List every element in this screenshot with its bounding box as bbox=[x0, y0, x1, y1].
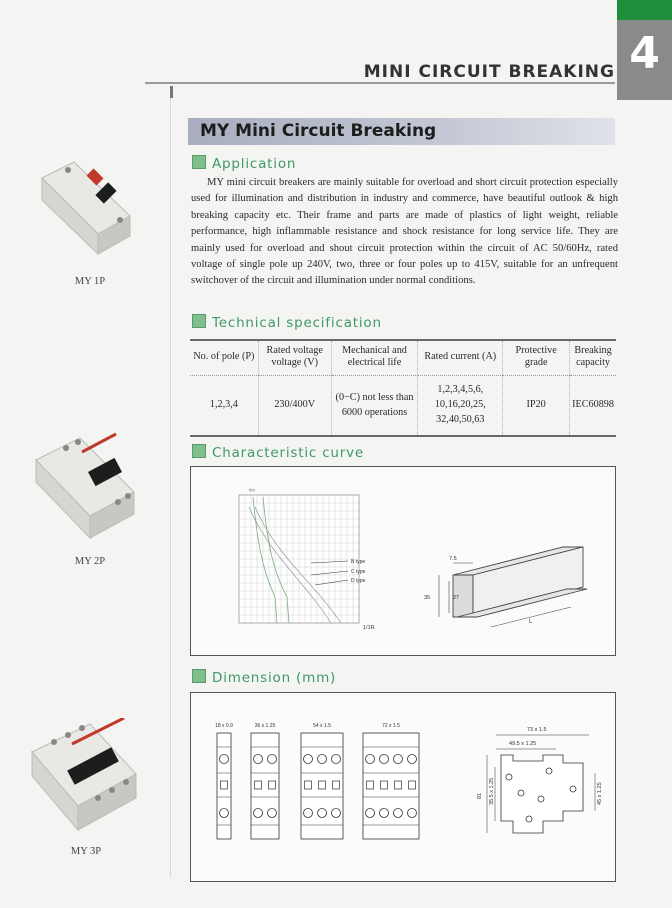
table-cell: IP20 bbox=[503, 376, 570, 437]
y-axis-label: t(s) bbox=[249, 487, 255, 492]
application-text: MY mini circuit breakers are mainly suitable for overload and short circuit protection especially used for illumination and distribution in industry and commerce, have beautiful outlook & high breaking capacity etc. Their frame and parts are made of plastics of light weight, reliable performance, high inflammable resistance and shock resistance for long service life. They are mainly used for overload and shout circuit protection within the circuit of AC 50/60Hz, rated voltage of single pole up 240V, two, three or four poles up to 415V, suitable for an unfrequent switchover of the circuit and illumination under normal conditions. bbox=[191, 177, 618, 287]
section-technical bbox=[192, 314, 382, 330]
rail-dim-inner: 27 bbox=[453, 595, 460, 601]
breaker-3p-illustration bbox=[28, 718, 140, 838]
curve-label-b: B type bbox=[351, 559, 366, 565]
header-rule bbox=[145, 82, 615, 84]
module-width-label: 36 x 1.25 bbox=[254, 723, 276, 729]
product-label-2p: MY 2P bbox=[74, 556, 106, 567]
table-cell: 1,2,3,4 bbox=[190, 376, 258, 437]
module-outline bbox=[363, 733, 419, 839]
table-row bbox=[190, 376, 616, 437]
table-header-cell: No. of pole (P) bbox=[190, 340, 258, 376]
spec-table bbox=[190, 339, 616, 437]
module-front-views bbox=[215, 723, 419, 839]
product-image-3p bbox=[28, 718, 140, 843]
margin-marker bbox=[170, 86, 173, 98]
characteristic-box bbox=[190, 466, 616, 656]
table-cell: (0−C) not less than 6000 operations bbox=[331, 376, 418, 437]
x-axis-label: 1/1R bbox=[363, 625, 375, 631]
table-header-cell: Rated voltage voltage (V) bbox=[258, 340, 331, 376]
column-rule bbox=[170, 98, 171, 878]
top-green-band-shape bbox=[0, 0, 672, 30]
chapter-number: 4 bbox=[629, 28, 660, 79]
side-dim-depth: 73 x 1.5 bbox=[527, 727, 547, 733]
module-outline bbox=[251, 733, 279, 839]
module-outline bbox=[217, 733, 231, 839]
module-width-label: 72 x 1.5 bbox=[382, 723, 400, 729]
module-width-label: 18 x 0.9 bbox=[215, 723, 233, 729]
curve-label-c: C type bbox=[351, 569, 366, 575]
section-dimension bbox=[192, 669, 336, 685]
module-width-label: 54 x 1.5 bbox=[313, 723, 331, 729]
bullet-square-icon bbox=[192, 314, 206, 328]
side-dim-height: 81 bbox=[477, 792, 483, 799]
table-header-cell: Mechanical and electrical life bbox=[331, 340, 418, 376]
curve-label-d: D type bbox=[351, 578, 366, 584]
bullet-square-icon bbox=[192, 444, 206, 458]
rail-dim-length: L bbox=[529, 619, 533, 625]
bullet-square-icon bbox=[192, 155, 206, 169]
main-heading-band bbox=[188, 118, 615, 145]
side-dim-body: 45 x 1.25 bbox=[597, 782, 603, 805]
section-characteristic bbox=[192, 444, 364, 460]
product-image-1p bbox=[34, 150, 134, 265]
breaker-1p-illustration bbox=[34, 150, 134, 260]
module-outline bbox=[301, 733, 343, 839]
din-rail-drawing bbox=[424, 547, 587, 627]
table-header-cell: Protective grade bbox=[503, 340, 570, 376]
table-header-cell: Breaking capacity bbox=[570, 340, 616, 376]
trip-curve-plot bbox=[239, 487, 375, 631]
side-view-drawing bbox=[477, 727, 603, 833]
page-header-title: MINI CIRCUIT BREAKING bbox=[363, 62, 615, 82]
rail-dim-top: 7.5 bbox=[449, 556, 457, 562]
side-dim-rail: 35.5 x 1.25 bbox=[489, 777, 495, 805]
table-header-row bbox=[190, 340, 616, 376]
rail-dim-height: 35 bbox=[424, 595, 431, 601]
table-cell: IEC60898 bbox=[570, 376, 616, 437]
table-header-cell: Rated current (A) bbox=[418, 340, 503, 376]
section-title: Technical specification bbox=[212, 315, 382, 331]
side-dim-front: 49.5 x 1.25 bbox=[509, 741, 537, 747]
section-title: Application bbox=[212, 156, 297, 172]
product-label-1p: MY 1P bbox=[74, 276, 106, 287]
dimension-box bbox=[190, 692, 616, 882]
table-cell: 230/400V bbox=[258, 376, 331, 437]
section-application bbox=[192, 155, 296, 171]
product-image-2p bbox=[30, 430, 140, 550]
dimension-figure bbox=[191, 693, 615, 881]
section-title: Dimension (mm) bbox=[212, 670, 337, 686]
characteristic-figure bbox=[191, 467, 615, 655]
top-green-band bbox=[0, 0, 672, 30]
section-title: Characteristic curve bbox=[212, 445, 365, 461]
product-label-3p: MY 3P bbox=[70, 846, 102, 857]
bullet-square-icon bbox=[192, 669, 206, 683]
breaker-2p-illustration bbox=[30, 430, 140, 545]
table-cell: 1,2,3,4,5,6, 10,16,20,25, 32,40,50,63 bbox=[418, 376, 503, 437]
main-heading: MY Mini Circuit Breaking bbox=[200, 121, 437, 141]
